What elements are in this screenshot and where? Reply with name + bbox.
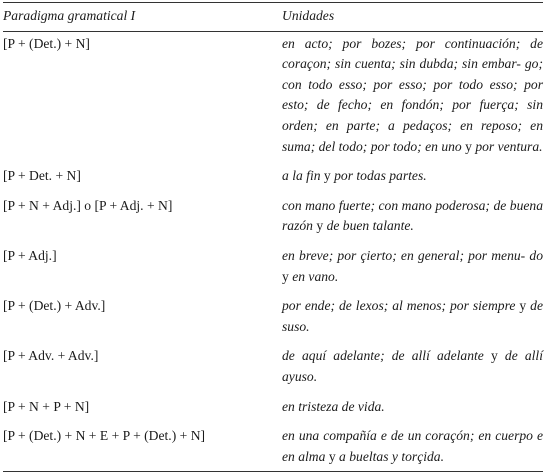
paradigm-cell: [P + (Det.) + Adv.] [3, 298, 106, 314]
units-text: en breve; por çierto; en general; por menu- [282, 247, 526, 263]
units-text: en tristeza de vida. [282, 398, 385, 414]
paradigm-cell: [P + Adj.] [3, 247, 57, 263]
conjunction-text: y [323, 168, 331, 184]
paradigm-table [3, 2, 543, 472]
conjunction-text: y [519, 298, 527, 314]
units-text: go; con todo esso; por esso; por todo esso; [282, 56, 543, 92]
column-header-paradigm: Paradigma gramatical I [3, 3, 282, 32]
conjunction-text: y [316, 218, 324, 234]
table-row [3, 424, 543, 472]
paradigm-cell: [P + (Det.) + N] [3, 35, 90, 51]
units-text: coraçon; sin cuenta; sin dubda; sin embar- [282, 56, 521, 72]
units-text: de allí [504, 348, 543, 364]
paradigm-cell: [P + N + P + N] [3, 398, 90, 414]
units-text: en vano. [292, 268, 339, 284]
units-cell [282, 344, 543, 394]
units-text: en acto; por bozes; por continuación; de [282, 35, 543, 51]
units-text: ayuso. [282, 368, 318, 384]
units-text: a bueltas y torçida. [339, 448, 444, 464]
units-cell [282, 395, 543, 425]
units-text: por esto; de fecho; en fondón; por fuerça; [282, 76, 543, 113]
units-cell [282, 244, 543, 294]
units-text: ventura. [497, 138, 543, 154]
table-row [3, 344, 543, 394]
units-cell [282, 294, 543, 344]
units-text: sin orden; en parte; a pedaços; en reposo; [282, 97, 543, 133]
paradigm-cell: [P + Adv. + Adv.] [3, 348, 99, 364]
table-row [3, 294, 543, 344]
units-text: do [529, 247, 543, 263]
units-text: por ende; de lexos; al menos; por siempre [282, 298, 516, 314]
table-row [3, 164, 543, 194]
units-text: de suso. [282, 298, 544, 334]
conjunction-text: y [282, 268, 289, 284]
paradigm-cell: [P + N + Adj.] o [P + Adj. + N] [3, 197, 173, 213]
units-text: de aquí adelante; de allí adelante [282, 348, 491, 364]
paradigm-cell: [P + Det. + N] [3, 168, 81, 184]
units-text: en suma; del todo; por todo; en uno [282, 117, 543, 154]
units-cell [282, 194, 543, 244]
paradigm-cell: [P + (Det.) + N + E + P + (Det.) + N] [3, 424, 282, 472]
units-cell [282, 164, 543, 194]
units-cell [282, 424, 543, 472]
table-header-row [3, 3, 543, 32]
units-text: en una compañía e de un coraçón; en [282, 428, 492, 444]
units-text: con mano fuerte; con mano poderosa; de [282, 197, 507, 213]
column-header-units: Unidades [282, 3, 543, 32]
table-row [3, 395, 543, 425]
units-text: a la fin [282, 168, 324, 184]
units-text: por todas partes. [334, 168, 427, 184]
units-cell: en acto; por bozes; por continuación; de coraçon; sin cuenta; sin dubda; sin embar- go; con todo esso; por esso; por todo esso; por esto; de fecho; en fondón; por fuerça; sin orden; en parte; a pedaços; en reposo; en suma; del todo; por todo; en uno y por ventura. [282, 35, 543, 154]
table-row [3, 244, 543, 294]
units-text: de buen talante. [326, 218, 414, 234]
units-text: buena razón [282, 197, 544, 234]
conjunction-text: y [465, 138, 472, 154]
units-text: cuerpo e en alma [282, 428, 544, 464]
table-row [3, 31, 543, 164]
conjunction-text: y [328, 448, 336, 464]
conjunction-text: y [490, 348, 498, 364]
table-row [3, 194, 543, 244]
